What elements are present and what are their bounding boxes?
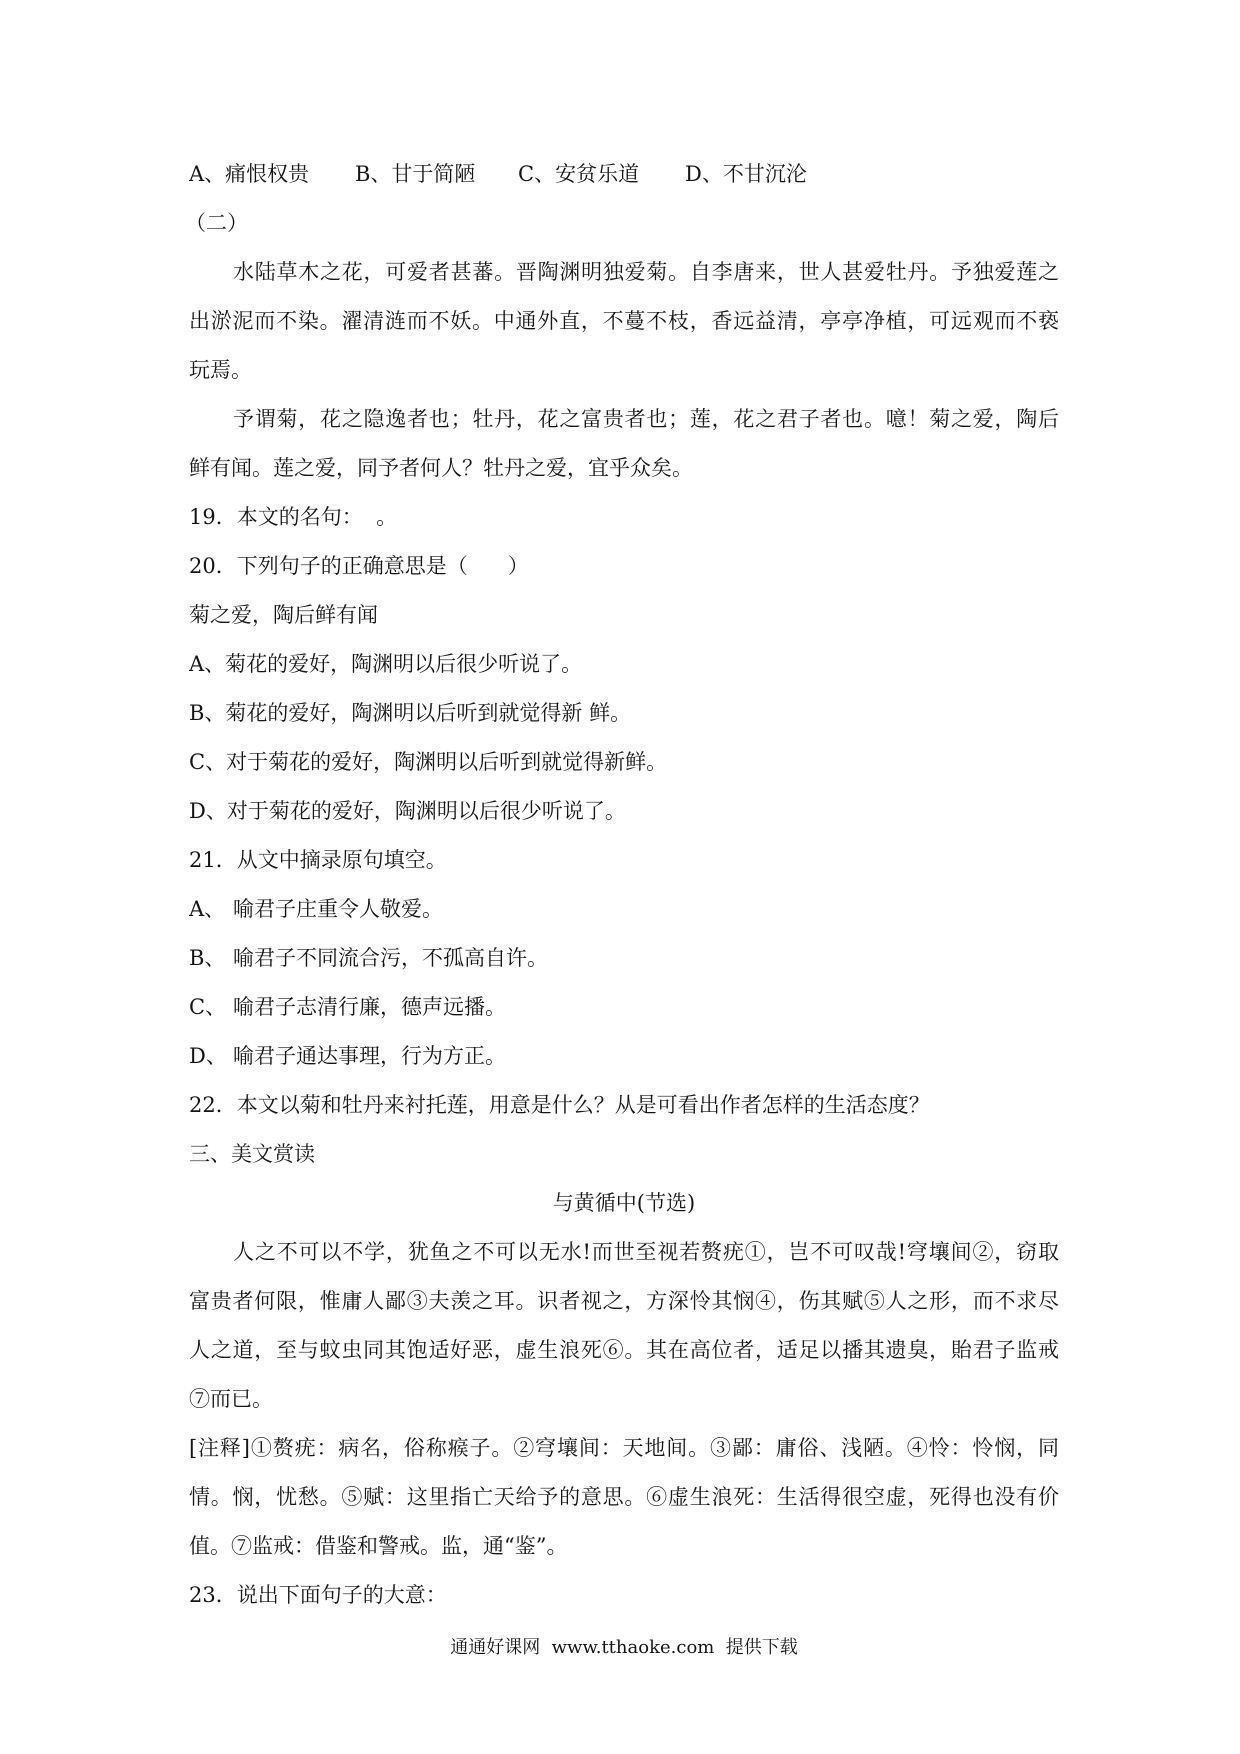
page-content: [185, 150, 1059, 1620]
classical-text-line3: 人之道，至与蚊虫同其饱适好恶，虚生浪死⑥。其在高位者，适足以播其遗臭，貽君子监戒: [189, 1338, 1059, 1362]
question-23: 23．说出下面句子的大意：: [189, 1583, 447, 1607]
passage-para2-line1: 予谓菊，花之隐逸者也；牡丹，花之富贵者也；莲，花之君子者也。噫！菊之爱，陶后: [233, 407, 1059, 431]
annotation-line2: 情。悯，忧愁。⑤赋：这里指亡天给予的意思。⑥虚生浪死：生活得很空虚，死得也没有价: [189, 1485, 1059, 1509]
q18-option-b: B、甘于简陋: [355, 162, 476, 186]
passage-para1-line3: 玩焉。: [189, 358, 252, 382]
classical-text-line2: 富贵者何限，惟庸人鄙③夫羡之耳。识者视之，方深怜其悯④，伤其赋⑤人之形，而不求尽: [189, 1289, 1059, 1313]
section-two-label: （二）: [185, 211, 248, 235]
question-21-stem: 21．从文中摘录原句填空。: [189, 848, 447, 872]
question-21-option-d: [189, 1032, 1059, 1081]
question-20-option-b: B、菊花的爱好，陶渊明以后听到就觉得新 鲜。: [189, 701, 632, 725]
question-21-option-a: [189, 885, 1059, 934]
option-label: A、: [189, 897, 226, 921]
question-21-option-c: [189, 983, 1059, 1032]
annotation-line3: 值。⑦监戒：借鉴和警戒。监，通“鉴”。: [189, 1534, 568, 1558]
question-19: 19．本文的名句： 。: [189, 505, 398, 529]
section-three-heading: 三、美文赏读: [189, 1142, 315, 1166]
question-20-option-d: D、对于菊花的爱好，陶渊明以后很少听说了。: [189, 799, 626, 823]
question-21-option-b: [189, 934, 1059, 983]
page-footer: 通通好课网 www.tthaoke.com 提供下载: [450, 1637, 798, 1658]
passage-title: 与黄循中(节选): [552, 1191, 696, 1215]
option-text: 喻君子通达事理，行为方正。: [233, 1044, 506, 1068]
q18-option-c: C、安贫乐道: [518, 162, 640, 186]
q18-option-d: D、不甘沉沦: [685, 162, 807, 186]
question-20-stem: 20．下列句子的正确意思是（ ）: [189, 554, 529, 578]
annotation-line1: [注释]①赘疣：病名，俗称瘊子。②穹壤间：天地间。③鄙：庸俗、浅陋。④怜：怜悯，同: [189, 1436, 1059, 1460]
option-text: 喻君子庄重令人敬爱。: [233, 897, 443, 921]
classical-text-line1: 人之不可以不学，犹鱼之不可以无水!而世至视若赘疣①，岂不可叹哉!穹壤间②，窃取: [233, 1240, 1059, 1264]
option-text: 喻君子不同流合污，不孤高自许。: [233, 946, 548, 970]
q18-option-a: A、痛恨权贵: [189, 162, 310, 186]
question-20-option-a: A、菊花的爱好，陶渊明以后很少听说了。: [189, 652, 583, 676]
q18-options-row: [189, 150, 1059, 199]
question-22: 22．本文以菊和牡丹来衬托莲，用意是什么？从是可看出作者怎样的生活态度？: [189, 1093, 930, 1117]
option-text: 喻君子志清行廉，德声远播。: [233, 995, 506, 1019]
passage-para1-line2: 出淤泥而不染。濯清涟而不妖。中通外直，不蔓不枝，香远益清，亭亭净植，可远观而不亵: [189, 309, 1059, 333]
question-20-sentence: 菊之爱，陶后鲜有闻: [189, 603, 378, 627]
option-label: B、: [189, 946, 226, 970]
option-label: D、: [189, 1044, 227, 1068]
passage-para2-line2: 鲜有闻。莲之爱，同予者何人？牡丹之爱，宜乎众矣。: [189, 456, 693, 480]
question-20-option-c: C、对于菊花的爱好，陶渊明以后听到就觉得新鲜。: [189, 750, 668, 774]
classical-text-line4: ⑦而已。: [189, 1387, 273, 1411]
option-label: C、: [189, 995, 227, 1019]
passage-para1-line1: 水陆草木之花，可爱者甚蕃。晋陶渊明独爱菊。自李唐来，世人甚爱牡丹。予独爱莲之: [233, 260, 1059, 284]
